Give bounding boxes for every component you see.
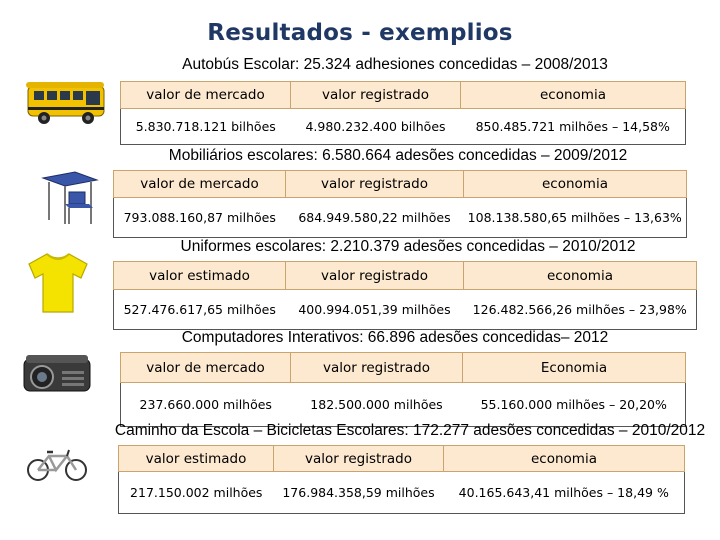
results-table: [118, 445, 685, 514]
school-desk-chair-icon: [35, 168, 105, 228]
section-caption: Computadores Interativos: 66.896 adesões concedidas– 2012: [181, 329, 609, 346]
school-bus-icon: [22, 78, 110, 128]
header-cell: valor estimado: [119, 446, 274, 472]
header-cell: valor registrado: [286, 262, 464, 290]
value-cell: 4.980.232.400 bilhões: [305, 119, 446, 134]
header-cell: economia: [464, 262, 697, 290]
results-table: [113, 261, 697, 330]
results-table: [120, 352, 686, 427]
value-cell: 527.476.617,65 milhões: [123, 302, 276, 317]
projector-icon: [18, 345, 96, 401]
header-cell: valor registrado: [291, 82, 461, 109]
results-table: [113, 170, 687, 238]
header-cell: economia: [464, 171, 687, 198]
header-cell: valor registrado: [286, 171, 464, 198]
value-cell: 126.482.566,26 milhões – 23,98%: [472, 302, 687, 317]
header-cell: valor estimado: [114, 262, 286, 290]
section-caption: Uniformes escolares: 2.210.379 adesões concedidas – 2010/2012: [180, 238, 636, 255]
value-cell: 40.165.643,41 milhões – 18,49 %: [458, 485, 669, 500]
header-cell: valor registrado: [274, 446, 444, 472]
value-cell: 237.660.000 milhões: [139, 397, 272, 412]
header-cell: economia: [444, 446, 685, 472]
section-caption: Mobiliários escolares: 6.580.664 adesões concedidas – 2009/2012: [168, 147, 628, 164]
value-cell: 850.485.721 milhões – 14,58%: [475, 119, 670, 134]
value-cell: 684.949.580,22 milhões: [298, 210, 451, 225]
value-cell: 108.138.580,65 milhões – 13,63%: [467, 210, 682, 225]
value-cell: 176.984.358,59 milhões: [282, 485, 435, 500]
header-cell: valor de mercado: [121, 82, 291, 109]
value-cell: 400.994.051,39 milhões: [298, 302, 451, 317]
header-cell: valor de mercado: [114, 171, 286, 198]
header-cell: valor registrado: [291, 353, 463, 383]
value-cell: 182.500.000 milhões: [310, 397, 443, 412]
value-cell: 5.830.718.121 bilhões: [135, 119, 276, 134]
section-caption: Caminho da Escola – Bicicletas Escolares: 172.277 adesões concedidas – 2010/2012: [114, 422, 706, 439]
section-caption: Autobús Escolar: 25.324 adhesiones concedidas – 2008/2013: [182, 56, 608, 73]
yellow-tshirt-icon: [25, 250, 91, 316]
header-cell: valor de mercado: [121, 353, 291, 383]
page-title: Resultados - exemplios: [207, 20, 513, 46]
value-cell: 55.160.000 milhões – 20,20%: [480, 397, 667, 412]
header-cell: economia: [461, 82, 686, 109]
results-table: [120, 81, 686, 145]
value-cell: 217.150.002 milhões: [130, 485, 263, 500]
bicycle-icon: [25, 447, 89, 483]
value-cell: 793.088.160,87 milhões: [123, 210, 276, 225]
header-cell: Economia: [463, 353, 686, 383]
